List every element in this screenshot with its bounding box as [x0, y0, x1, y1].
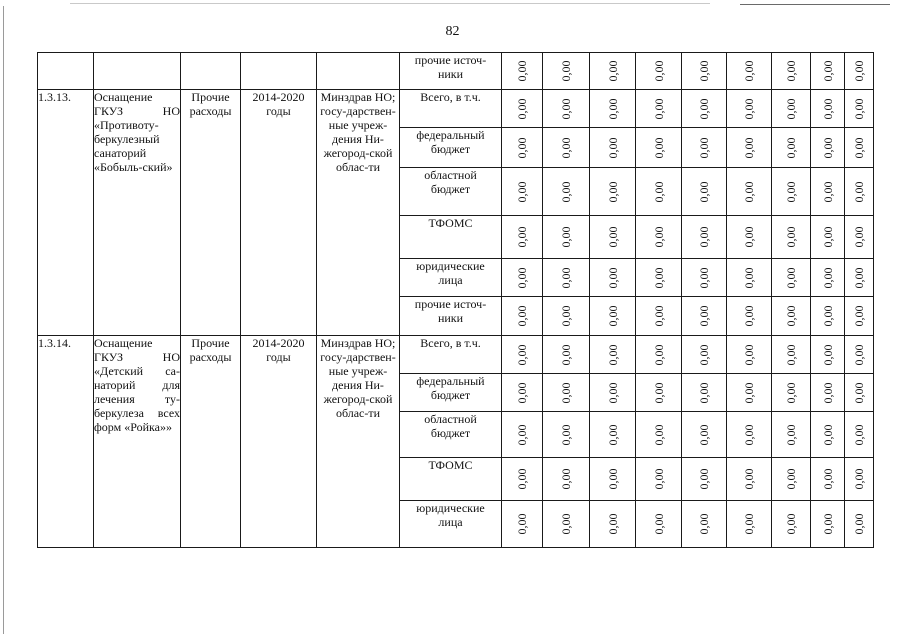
- value-text: 0,00: [559, 344, 573, 365]
- value-cell: [727, 458, 772, 501]
- page-number: 82: [445, 24, 460, 39]
- value-cell: [772, 168, 811, 216]
- value-text: 0,00: [697, 226, 711, 248]
- value-cell: [590, 297, 636, 336]
- scan-edge-top-dark: [740, 4, 890, 5]
- value-cell: [845, 259, 874, 297]
- value-cell: [682, 53, 727, 90]
- value-cell: [845, 128, 874, 168]
- value-text: 0,00: [820, 382, 835, 403]
- value-text: 0,00: [651, 98, 666, 119]
- value-text: 0,00: [605, 344, 620, 365]
- value-text: 0,00: [820, 513, 835, 535]
- value-text: 0,00: [515, 424, 529, 445]
- value-cell: [772, 53, 811, 90]
- value-cell: [811, 374, 845, 412]
- value-cell: [590, 458, 636, 501]
- value-cell: [502, 90, 543, 128]
- value-cell: [845, 412, 874, 458]
- value-text: 0,00: [605, 424, 620, 445]
- value-cell: [727, 168, 772, 216]
- value-text: 0,00: [559, 382, 573, 403]
- value-text: 0,00: [784, 344, 798, 365]
- value-text: 0,00: [515, 181, 529, 202]
- value-cell: [772, 458, 811, 501]
- value-text: 0,00: [820, 468, 835, 490]
- value-cell: [543, 336, 590, 374]
- value-text: 0,00: [784, 468, 798, 490]
- value-text: 0,00: [820, 60, 835, 82]
- value-text: 0,00: [605, 513, 620, 535]
- value-cell: [502, 412, 543, 458]
- value-text: 0,00: [852, 424, 866, 445]
- value-cell: [682, 168, 727, 216]
- value-cell: [682, 128, 727, 168]
- funding-source: прочие источ- ники: [400, 53, 502, 90]
- scan-edge-left: [3, 6, 4, 634]
- value-text: 0,00: [742, 98, 756, 119]
- funding-source: федеральный бюджет: [400, 128, 502, 168]
- value-cell: [845, 501, 874, 548]
- value-text: 0,00: [784, 60, 798, 82]
- value-cell: [502, 53, 543, 90]
- value-text: 0,00: [784, 513, 798, 535]
- value-cell: [845, 168, 874, 216]
- value-cell: [636, 216, 682, 259]
- value-text: 0,00: [697, 60, 711, 82]
- value-cell: [682, 297, 727, 336]
- value-text: 0,00: [651, 468, 666, 490]
- value-text: 0,00: [820, 181, 835, 202]
- value-text: 0,00: [697, 137, 711, 158]
- value-cell: [636, 259, 682, 297]
- value-cell: [772, 259, 811, 297]
- value-cell: [543, 128, 590, 168]
- value-text: 0,00: [559, 424, 573, 445]
- value-cell: [636, 297, 682, 336]
- empty-cell: [181, 53, 241, 90]
- value-cell: [727, 53, 772, 90]
- value-text: 0,00: [742, 344, 756, 365]
- value-cell: [845, 53, 874, 90]
- value-text: 0,00: [820, 424, 835, 445]
- value-cell: [636, 336, 682, 374]
- value-text: 0,00: [742, 137, 756, 158]
- value-text: 0,00: [559, 267, 573, 288]
- table-row: [38, 336, 874, 374]
- funding-source: областной бюджет: [400, 412, 502, 458]
- value-text: 0,00: [559, 468, 573, 490]
- value-text: 0,00: [852, 267, 866, 288]
- value-cell: [543, 168, 590, 216]
- value-cell: [636, 458, 682, 501]
- value-cell: [682, 501, 727, 548]
- value-text: 0,00: [742, 181, 756, 202]
- empty-cell: [38, 53, 94, 90]
- value-text: 0,00: [559, 137, 573, 158]
- funding-source: федеральный бюджет: [400, 374, 502, 412]
- value-text: 0,00: [651, 513, 666, 535]
- value-text: 0,00: [852, 513, 866, 535]
- value-cell: [502, 501, 543, 548]
- value-cell: [543, 297, 590, 336]
- value-cell: [727, 374, 772, 412]
- value-text: 0,00: [605, 60, 620, 82]
- table-row: [38, 90, 874, 128]
- value-cell: [772, 297, 811, 336]
- value-text: 0,00: [820, 344, 835, 365]
- value-cell: [811, 216, 845, 259]
- value-cell: [543, 53, 590, 90]
- value-text: 0,00: [651, 305, 666, 327]
- value-text: 0,00: [784, 424, 798, 445]
- value-cell: [590, 501, 636, 548]
- executor: Минздрав НО; госу-дарствен-ные учреж-дения Ни-жегород-ской облас-ти: [317, 336, 400, 548]
- value-text: 0,00: [784, 382, 798, 403]
- value-text: 0,00: [742, 513, 756, 535]
- value-cell: [502, 458, 543, 501]
- value-text: 0,00: [697, 424, 711, 445]
- value-text: 0,00: [651, 424, 666, 445]
- value-text: 0,00: [784, 305, 798, 327]
- value-cell: [682, 458, 727, 501]
- value-cell: [636, 374, 682, 412]
- value-text: 0,00: [697, 305, 711, 327]
- value-cell: [590, 259, 636, 297]
- value-text: 0,00: [515, 98, 529, 119]
- value-text: 0,00: [605, 468, 620, 490]
- value-cell: [502, 216, 543, 259]
- value-text: 0,00: [697, 382, 711, 403]
- value-text: 0,00: [605, 226, 620, 248]
- value-text: 0,00: [515, 137, 529, 158]
- empty-cell: [94, 53, 181, 90]
- value-cell: [811, 168, 845, 216]
- expense-type: Прочие расходы: [181, 336, 241, 548]
- item-number: 1.3.13.: [38, 90, 94, 336]
- item-name: Оснащение ГКУЗ НО «Детский са-наторий для лечения ту-беркулеза всех форм «Ройка»»: [94, 336, 181, 548]
- value-text: 0,00: [605, 382, 620, 403]
- value-text: 0,00: [852, 305, 866, 327]
- value-text: 0,00: [784, 181, 798, 202]
- value-text: 0,00: [651, 137, 666, 158]
- value-cell: [502, 259, 543, 297]
- value-cell: [811, 412, 845, 458]
- value-cell: [543, 412, 590, 458]
- value-cell: [772, 90, 811, 128]
- value-text: 0,00: [605, 267, 620, 288]
- funding-source: Всего, в т.ч.: [400, 336, 502, 374]
- value-text: 0,00: [852, 226, 866, 248]
- value-cell: [682, 216, 727, 259]
- funding-source: ТФОМС: [400, 458, 502, 501]
- value-text: 0,00: [852, 382, 866, 403]
- value-cell: [727, 297, 772, 336]
- value-cell: [811, 297, 845, 336]
- value-cell: [811, 259, 845, 297]
- executor: Минздрав НО; госу-дарствен-ные учреж-дения Ни-жегород-ской облас-ти: [317, 90, 400, 336]
- value-cell: [543, 259, 590, 297]
- value-cell: [845, 458, 874, 501]
- value-cell: [543, 374, 590, 412]
- value-text: 0,00: [515, 468, 529, 490]
- value-cell: [727, 412, 772, 458]
- value-text: 0,00: [742, 267, 756, 288]
- value-cell: [811, 458, 845, 501]
- value-cell: [811, 336, 845, 374]
- value-cell: [590, 374, 636, 412]
- value-text: 0,00: [697, 267, 711, 288]
- value-cell: [811, 53, 845, 90]
- value-cell: [590, 216, 636, 259]
- item-number: 1.3.14.: [38, 336, 94, 548]
- value-text: 0,00: [651, 226, 666, 248]
- scan-edge-top: [70, 3, 710, 4]
- value-cell: [845, 336, 874, 374]
- value-cell: [502, 128, 543, 168]
- value-text: 0,00: [852, 468, 866, 490]
- value-cell: [636, 90, 682, 128]
- value-text: 0,00: [515, 382, 529, 403]
- value-cell: [772, 374, 811, 412]
- value-cell: [772, 216, 811, 259]
- value-text: 0,00: [559, 513, 573, 535]
- value-cell: [502, 297, 543, 336]
- value-text: 0,00: [820, 98, 835, 119]
- value-cell: [727, 216, 772, 259]
- value-text: 0,00: [852, 98, 866, 119]
- value-text: 0,00: [651, 267, 666, 288]
- value-text: 0,00: [852, 344, 866, 365]
- value-text: 0,00: [697, 344, 711, 365]
- value-text: 0,00: [742, 60, 756, 82]
- value-cell: [590, 412, 636, 458]
- value-cell: [590, 128, 636, 168]
- value-cell: [727, 501, 772, 548]
- value-cell: [682, 336, 727, 374]
- funding-source: юридические лица: [400, 501, 502, 548]
- table-row: [38, 53, 874, 90]
- value-cell: [811, 90, 845, 128]
- value-cell: [845, 374, 874, 412]
- value-text: 0,00: [515, 305, 529, 327]
- value-text: 0,00: [784, 98, 798, 119]
- value-text: 0,00: [784, 137, 798, 158]
- value-cell: [772, 336, 811, 374]
- empty-cell: [241, 53, 317, 90]
- value-text: 0,00: [605, 137, 620, 158]
- value-text: 0,00: [559, 305, 573, 327]
- value-cell: [811, 501, 845, 548]
- value-text: 0,00: [559, 60, 573, 82]
- value-text: 0,00: [651, 181, 666, 202]
- empty-cell: [317, 53, 400, 90]
- value-cell: [636, 168, 682, 216]
- value-text: 0,00: [820, 226, 835, 248]
- value-text: 0,00: [515, 226, 529, 248]
- value-text: 0,00: [742, 424, 756, 445]
- value-cell: [636, 53, 682, 90]
- value-cell: [772, 412, 811, 458]
- value-text: 0,00: [605, 181, 620, 202]
- value-cell: [543, 501, 590, 548]
- value-cell: [502, 168, 543, 216]
- value-cell: [543, 458, 590, 501]
- value-cell: [543, 216, 590, 259]
- expense-type: Прочие расходы: [181, 90, 241, 336]
- value-cell: [845, 90, 874, 128]
- value-text: 0,00: [515, 513, 529, 535]
- value-cell: [636, 128, 682, 168]
- funding-source: Всего, в т.ч.: [400, 90, 502, 128]
- value-text: 0,00: [651, 344, 666, 365]
- value-text: 0,00: [559, 181, 573, 202]
- value-text: 0,00: [784, 226, 798, 248]
- value-cell: [502, 374, 543, 412]
- value-cell: [636, 501, 682, 548]
- value-cell: [502, 336, 543, 374]
- period: 2014-2020 годы: [241, 336, 317, 548]
- value-text: 0,00: [697, 468, 711, 490]
- value-text: 0,00: [697, 513, 711, 535]
- value-cell: [727, 90, 772, 128]
- item-name: Оснащение ГКУЗ НО «Противоту-беркулезный санаторий «Бобыль-ский»: [94, 90, 181, 336]
- value-cell: [636, 412, 682, 458]
- value-text: 0,00: [820, 137, 835, 158]
- value-text: 0,00: [515, 267, 529, 288]
- value-cell: [727, 128, 772, 168]
- value-cell: [845, 216, 874, 259]
- value-text: 0,00: [820, 305, 835, 327]
- value-cell: [682, 259, 727, 297]
- value-cell: [772, 128, 811, 168]
- value-cell: [590, 90, 636, 128]
- value-cell: [590, 168, 636, 216]
- value-cell: [845, 297, 874, 336]
- period: 2014-2020 годы: [241, 90, 317, 336]
- value-text: 0,00: [559, 226, 573, 248]
- value-cell: [811, 128, 845, 168]
- value-cell: [543, 90, 590, 128]
- value-cell: [772, 501, 811, 548]
- value-text: 0,00: [742, 468, 756, 490]
- value-text: 0,00: [697, 98, 711, 119]
- value-text: 0,00: [559, 98, 573, 119]
- value-text: 0,00: [852, 181, 866, 202]
- value-text: 0,00: [605, 98, 620, 119]
- value-cell: [590, 53, 636, 90]
- value-text: 0,00: [605, 305, 620, 327]
- value-cell: [727, 336, 772, 374]
- value-text: 0,00: [742, 305, 756, 327]
- funding-source: ТФОМС: [400, 216, 502, 259]
- value-text: 0,00: [515, 60, 529, 82]
- budget-table: [37, 52, 874, 548]
- value-text: 0,00: [651, 382, 666, 403]
- value-text: 0,00: [742, 382, 756, 403]
- value-cell: [682, 374, 727, 412]
- funding-source: прочие источ- ники: [400, 297, 502, 336]
- value-text: 0,00: [697, 181, 711, 202]
- value-cell: [727, 259, 772, 297]
- value-text: 0,00: [784, 267, 798, 288]
- value-cell: [590, 336, 636, 374]
- value-text: 0,00: [651, 60, 666, 82]
- funding-source: областной бюджет: [400, 168, 502, 216]
- value-cell: [682, 90, 727, 128]
- value-text: 0,00: [515, 344, 529, 365]
- value-text: 0,00: [820, 267, 835, 288]
- value-cell: [682, 412, 727, 458]
- funding-source: юридические лица: [400, 259, 502, 297]
- value-text: 0,00: [742, 226, 756, 248]
- value-text: 0,00: [852, 60, 866, 82]
- value-text: 0,00: [852, 137, 866, 158]
